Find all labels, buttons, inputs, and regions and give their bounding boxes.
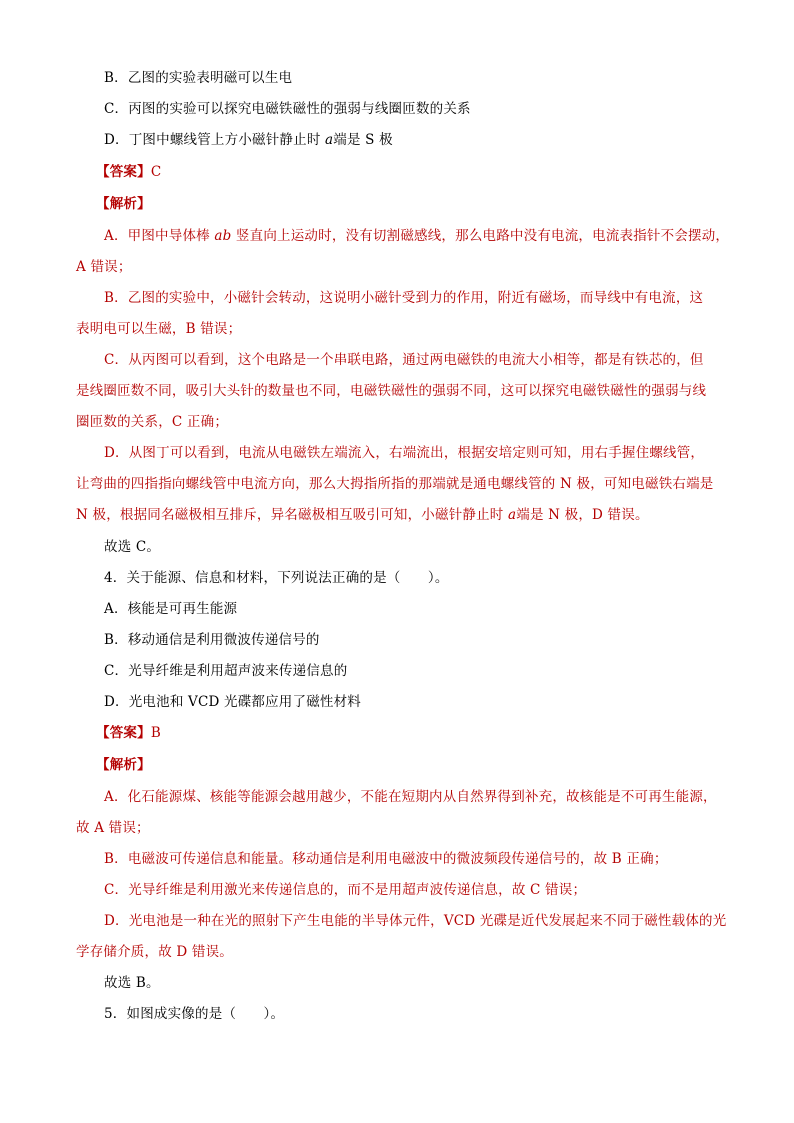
- q3-analysis-c-line2: 是线圈匝数不同，吸引大头针的数量也不同，电磁铁磁性的强弱不同，这可以探究电磁铁磁性的强弱与线: [76, 383, 707, 399]
- analysis-var: ab: [214, 228, 232, 244]
- analysis-text-end: 端是 N 极，D 错误。: [516, 507, 649, 523]
- q4-stem: 4．关于能源、信息和材料，下列说法正确的是（ ）。: [104, 570, 449, 586]
- q4-analysis-c-line1: C．光导纤维是利用激光来传递信息的，而不是用超声波传递信息，故 C 错误；: [104, 882, 587, 898]
- answer-value: B: [150, 725, 161, 741]
- q4-option-b: B．移动通信是利用微波传递信号的: [104, 632, 320, 648]
- answer-label: 【答案】: [96, 164, 151, 180]
- q3-analysis-d-line1: D．从图丁可以看到，电流从电磁铁左端流入，右端流出，根据安培定则可知，用右手握住螺线管，: [104, 445, 705, 461]
- q3-analysis-c-line1: C．从丙图可以看到，这个电路是一个串联电路，通过两电磁铁的电流大小相等，都是有铁芯的，但: [104, 352, 704, 368]
- q4-analysis-a-line2: 故 A 错误；: [76, 820, 150, 836]
- analysis-text: N 极，根据同名磁极相互排斥，异名磁极相互吸引可知，小磁针静止时: [76, 507, 508, 523]
- q4-analysis-d-line1: D．光电池是一种在光的照射下产生电能的半导体元件，VCD 光碟是近代发展起来不同于磁性载体的光: [104, 913, 727, 929]
- q4-analysis-label: 【解析】: [96, 757, 151, 773]
- q3-analysis-b-line1: B．乙图的实验中，小磁针会转动，这说明小磁针受到力的作用，附近有磁场，而导线中有电流，这: [104, 290, 704, 306]
- q3-analysis-d-line2: 让弯曲的四指指向螺线管中电流方向，那么大拇指所指的那端就是通电螺线管的 N 极，可知电磁铁右端是: [76, 476, 714, 492]
- q3-analysis-a-line1: [104, 224, 730, 244]
- q4-analysis-d-line2: 学存储介质，故 D 错误。: [76, 944, 234, 960]
- q4-option-a: A．核能是可再生能源: [104, 601, 238, 617]
- q3-analysis-d-line3: [76, 503, 724, 523]
- analysis-var: a: [508, 507, 517, 523]
- analysis-text-end: 竖直向上运动时，没有切割磁感线，那么电路中没有电流，电流表指针不会摆动，: [231, 228, 730, 244]
- q3-analysis-b-line2: 表明电可以生磁，B 错误；: [76, 321, 242, 337]
- q3-answer: [96, 160, 724, 180]
- q4-analysis-b-line1: B．电磁波可传递信息和能量。移动通信是利用电磁波中的微波频段传递信号的，故 B 正确；: [104, 851, 668, 867]
- q3-analysis-label: 【解析】: [96, 196, 151, 212]
- q3-analysis-c-line3: 圈匝数的关系，C 正确；: [76, 414, 229, 430]
- analysis-text: A．甲图中导体棒: [104, 228, 215, 244]
- answer-label: 【答案】: [96, 725, 151, 741]
- q4-option-d: D．光电池和 VCD 光碟都应用了磁性材料: [104, 694, 362, 710]
- q3-option-d: [104, 128, 724, 148]
- q3-conclusion: 故选 C。: [104, 539, 161, 555]
- q5-stem: 5．如图成实像的是（ ）。: [104, 1006, 285, 1022]
- q3-option-b: B．乙图的实验表明磁可以生电: [104, 70, 293, 86]
- q3-option-d-text: D．丁图中螺线管上方小磁针静止时: [104, 132, 326, 148]
- q3-option-d-var: a: [325, 132, 334, 148]
- q3-analysis-a-line2: A 错误；: [76, 259, 132, 275]
- q4-analysis-a-line1: A．化石能源煤、核能等能源会越用越少，不能在短期内从自然界得到补充，故核能是不可再生能源，: [104, 789, 717, 805]
- q4-option-c: C．光导纤维是利用超声波来传递信息的: [104, 663, 348, 679]
- q4-conclusion: 故选 B。: [104, 975, 160, 991]
- q3-option-d-text-end: 端是 S 极: [333, 132, 393, 148]
- q3-option-c: C．丙图的实验可以探究电磁铁磁性的强弱与线圈匝数的关系: [104, 101, 471, 117]
- answer-value: C: [150, 164, 162, 180]
- q4-answer: [96, 721, 724, 741]
